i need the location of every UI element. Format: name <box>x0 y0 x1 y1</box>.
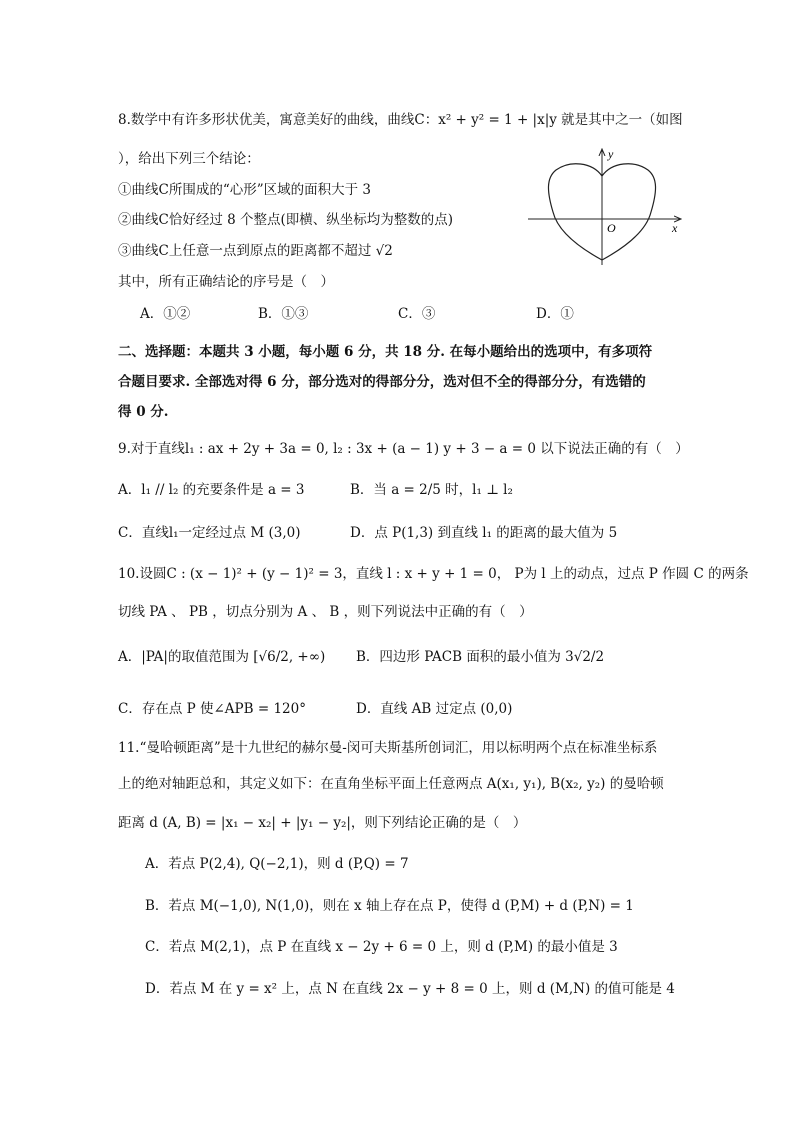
q10-option-d: D．直线 AB 过定点 (0,0) <box>356 701 513 717</box>
q10-option-b: B．四边形 PACB 面积的最小值为 3√2/2 <box>356 649 605 665</box>
q9-option-a: A．l₁ // l₂ 的充要条件是 a = 3 <box>118 482 305 498</box>
section2-line3: 得 0 分. <box>118 404 169 420</box>
q8-option-d: D．① <box>536 306 574 322</box>
section2-line2: 合题目要求. 全部选对得 6 分，部分选对的得部分分，选对但不全的得部分分，有选错的 <box>118 374 646 390</box>
q9-option-c: C．直线l₁一定经过点 M (3,0) <box>118 525 301 541</box>
q11-stem-line1: 11.“曼哈顿距离”是十九世纪的赫尔曼-闵可夫斯基所创词汇，用以标明两个点在标准坐标系 <box>118 740 658 756</box>
q8-conclusion-2: ②曲线C恰好经过 8 个整点(即横、纵坐标均为整数的点) <box>118 212 454 228</box>
q10-stem-line1: 10.设圆C : (x − 1)² + (y − 1)² = 3，直线 l : x + y + 1 = 0， P为 l 上的动点，过点 P 作圆 C 的两条 <box>118 566 749 582</box>
heart-curve-figure <box>520 140 690 270</box>
q8-stem-line2: ），给出下列三个结论： <box>118 151 260 167</box>
q11-stem-line2: 上的绝对轴距总和，其定义如下：在直角坐标平面上任意两点 A(x₁, y₁), B(x₂, y₂) 的曼哈顿 <box>118 776 664 792</box>
q8-option-a: A．①② <box>140 306 191 322</box>
q8-question: 其中，所有正确结论的序号是（ ） <box>118 274 334 290</box>
q11-stem-line3: 距离 d (A, B) = |x₁ − x₂| + |y₁ − y₂|，则下列结论正确的是（ ） <box>118 815 527 831</box>
q10-option-a: A．|PA|的取值范围为 [√6/2, +∞) <box>118 649 326 665</box>
y-axis-label: y <box>608 147 614 161</box>
q11-option-b: B．若点 M(−1,0), N(1,0)，则在 x 轴上存在点 P，使得 d (P,M) + d (P,N) = 1 <box>145 898 634 914</box>
q8-conclusion-3: ③曲线C上任意一点到原点的距离都不超过 √2 <box>118 243 393 259</box>
origin-label: O <box>607 221 616 235</box>
section2-line1: 二、选择题：本题共 3 小题，每小题 6 分，共 18 分. 在每小题给出的选项中，有多项符 <box>118 344 653 360</box>
x-axis-label: x <box>672 221 678 235</box>
q9-option-d: D．点 P(1,3) 到直线 l₁ 的距离的最大值为 5 <box>350 525 618 541</box>
q11-option-c: C．若点 M(2,1)，点 P 在直线 x − 2y + 6 = 0 上，则 d (P,M) 的最小值是 3 <box>145 939 618 955</box>
q10-option-c: C．存在点 P 使∠APB = 120° <box>118 701 306 717</box>
q8-option-c: C．③ <box>398 306 436 322</box>
q8-option-b: B．①③ <box>258 306 309 322</box>
q9-option-b: B．当 a = 2/5 时，l₁ ⊥ l₂ <box>350 482 513 498</box>
q8-conclusion-1: ①曲线C所围成的“心形”区域的面积大于 3 <box>118 182 372 198</box>
q11-option-a: A．若点 P(2,4), Q(−2,1)，则 d (P,Q) = 7 <box>145 856 409 872</box>
q10-stem-line2: 切线 PA 、 PB ，切点分别为 A 、 B ，则下列说法中正确的有（ ） <box>118 604 533 620</box>
q11-option-d: D．若点 M 在 y = x² 上，点 N 在直线 2x − y + 8 = 0 上，则 d (M,N) 的值可能是 4 <box>145 981 675 997</box>
q8-stem-line1: 8.数学中有许多形状优美，寓意美好的曲线，曲线C：x² + y² = 1 + |x|y 就是其中之一（如图 <box>118 112 683 128</box>
q9-stem: 9.对于直线l₁ : ax + 2y + 3a = 0, l₂ : 3x + (a − 1) y + 3 − a = 0 以下说法正确的有（ ） <box>118 441 689 457</box>
